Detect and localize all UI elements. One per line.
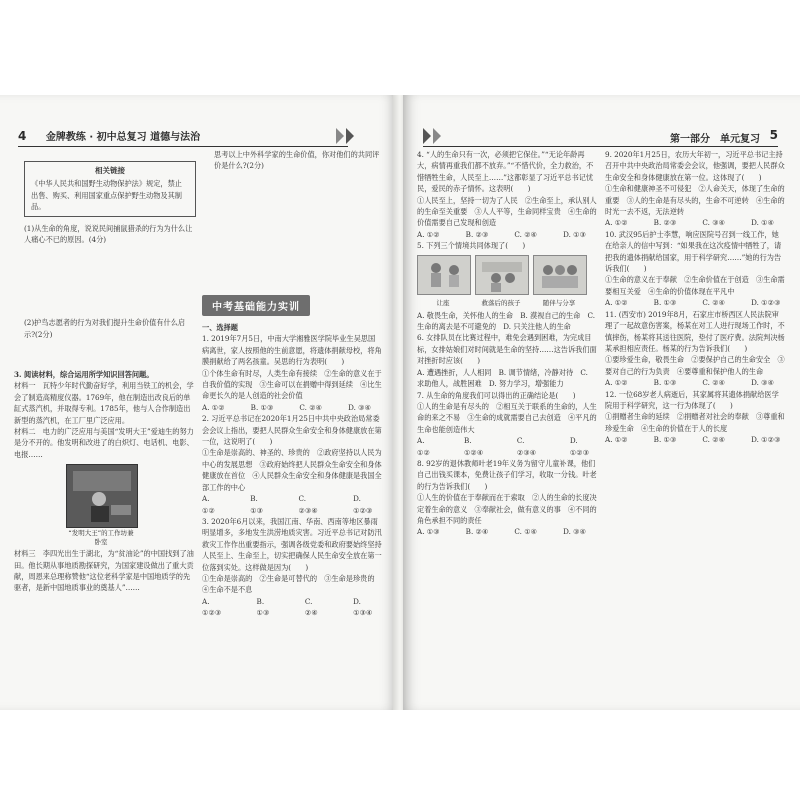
right-right-column (605, 149, 785, 446)
question-3-title: 3. 阅读材料，综合运用所学知识回答问题。 (14, 370, 154, 379)
question-9: 9. 2020年1月25日，农历大年初一，习近平总书记主持召开中共中央政治局常委会会议，他强调，要把人民群众生命安全和身体健康放在第一位。这体现了( ) (605, 150, 785, 182)
question-9-choices (605, 217, 785, 228)
choice: B. ①③ (653, 298, 677, 308)
choice: A. ①② (605, 378, 628, 388)
choice: D. ①③ (563, 229, 587, 239)
choice: A. ①②③ (202, 596, 222, 618)
choice: B. ①③ (250, 494, 264, 515)
right-top-question: 思考以上中外科学家的生命价值，你对他们的共同评价是什么?(2分) (214, 150, 380, 171)
left-page (0, 95, 397, 710)
section-title: 一、选择题 (202, 323, 238, 332)
choice: D. ③④ (348, 402, 372, 412)
question-12-options: ①捐赠者生命的延续 ②捐赠者对社会的奉献 ③尊重和珍爱生命 ④生命的价值在于人的长度 (605, 412, 785, 433)
question-4: 4. “人的生命只有一次，必须把它保住。”“无论年龄再大，病情再重我们都不放弃。”“不惜代价，全力救治，不惜牺牲生命，人民至上……”这都彰显了习近平总书记忧民，爱民的赤子情怀。这表明( ) (417, 150, 594, 194)
question-3b-choices (202, 596, 382, 619)
edison-photo (66, 464, 138, 528)
question-3b-options: ①生命是崇高的 ②生命是可替代的 ③生命是珍贵的 ④生命不是不息 (202, 573, 382, 595)
choice: C. ②④ (702, 378, 726, 388)
choice: B. ①②④ (463, 436, 484, 457)
section-banner-wrap (202, 295, 382, 316)
question-7: 7. 从生命的角度我们可以得出的正确结论是( ) (417, 390, 576, 400)
choice: C. ②④ (299, 402, 323, 412)
question-3b: 3. 2020年6月以来，我国江南、华南、西南等地区暴雨明显增多，多地发生洪涝地质灾害。习近平总书记对防汛救灾工作作出重要指示，强调各级党委和政府要始终坚持人民至上、生命至上，切实把确保人民生命安全放在第一位落到实处。这样做是因为( ) (202, 516, 382, 572)
choice: C. ②③④ (298, 494, 318, 515)
situation-images (417, 255, 597, 307)
choice: B. ①③ (653, 378, 677, 388)
question-10-options: ①生命的意义在于奉献 ②生命价值在于创造 ③生命需要相互关爱 ④生命的价值体现在平凡中 (605, 275, 785, 296)
question-1-choices (202, 402, 382, 413)
question-4-options: ①人民至上，坚持一切为了人民 ②生命至上，承认别人的生命至关重要 ③人人平等，生命同样宝贵 ④生命的价值需要自己发现和创造 (417, 195, 597, 228)
situation-image-3 (533, 255, 585, 307)
choice: C. ②③④ (516, 436, 537, 457)
choice: C. ①④ (514, 527, 538, 537)
choice: D. ①②③ (751, 298, 781, 308)
question-1: 1. 2019年7月5日，中南大学湘雅医学院毕业生吴思国病离世，家人按照他的生前意愿，将遗体捐献母校，将角膜捐献给了两名孩童。吴思的行为表明( ) (202, 334, 382, 367)
illustration (475, 255, 529, 295)
choice: B. ①③ (653, 435, 677, 445)
photo-figure (66, 464, 136, 546)
illustration (533, 255, 587, 295)
q-part-1: (1)从生命的角度，说说民间捕鼠猎杀的行为为什么让人痛心不已的原因。(4分) (24, 223, 193, 245)
situation-image-2 (475, 255, 527, 307)
choice: C. ②④ (514, 229, 538, 239)
question-8: 8. 92岁的退休教师叶老19年义务为留守儿童补课，他们自己出钱买课本，免费让孩子们学习，收取一分钱。叶老的行为告诉我们( ) (417, 458, 597, 491)
page-number: 5 (769, 128, 778, 142)
question-7-choices (417, 435, 597, 458)
chevron-icon (336, 128, 376, 144)
choice: A. ①② (417, 436, 430, 457)
photo-caption: “发明大王”的工作坊兼卧室 (68, 529, 134, 547)
choice: C. ③④ (702, 218, 726, 228)
choice: A. ①② (605, 218, 628, 228)
choice: C. ②④ (304, 596, 318, 618)
choice: A. ①② (417, 229, 440, 239)
box-title: 相关链接 (95, 166, 125, 175)
choice: D. ③④ (751, 378, 775, 388)
page-number: 4 (18, 129, 27, 143)
related-link-box (24, 161, 196, 217)
choice: B. ②④ (465, 527, 489, 537)
left-page-header (18, 128, 348, 147)
choice: B. ①③ (250, 402, 274, 412)
header-title: 金牌教练 · 初中总复习 道德与法治 (45, 132, 201, 143)
question-2-choices (202, 493, 382, 516)
question-11: 11. (西安市) 2019年8月，石家庄市桥西区人民法院审理了一起故意伤害案，杨某在对工人进行现场工作时，不慎摔伤，杨某将其送往医院，垫付了医疗费。法院判决杨某承担相应责任。杨某的行为告诉我们( ) (605, 309, 785, 353)
situation-image-1 (417, 255, 469, 307)
image-caption: 让座 (436, 298, 450, 307)
open-workbook (0, 95, 800, 710)
image-caption: 救落后的孩子 (481, 298, 521, 307)
question-2-options: ①生命是崇高的、神圣的、珍贵的 ②政府坚持以人民为中心的发展思想 ③政府始终把人民群众生命安全和身体健康放在首位 ④人民群众生命安全和身体健康是我国全部工作的中心 (202, 448, 382, 492)
background (0, 0, 800, 95)
question-6-options: A. 遭遇挫折，人人相同 B. 调节情绪，冷静对待 C. 求助他人，战胜困难 D. 努力学习，增强能力 (417, 367, 588, 389)
question-7-options: ①人的生命是有尽头的 ②相互关于联系的生命的，人生命的来之不易 ③生命的成就需要自己去创造 ④平凡的生命也能创造伟大 (417, 401, 597, 434)
choice: D. ①②③ (353, 494, 373, 515)
image-caption: 随伴与分享 (542, 298, 576, 307)
choice: B. ②③ (653, 218, 677, 228)
question-2: 2. 习近平总书记在2020年1月25日中共中央政治局常委会会议上指出，要把人民群众生命安全和身体健康放在第一位，这说明了( ) (202, 414, 382, 447)
box-text: 《中华人民共和国野生动物保护法》规定，禁止出售、购买、利用国家重点保护野生动物及其制品。 (31, 179, 182, 212)
choice: C. ②④ (702, 435, 726, 445)
choice: C. ②④ (702, 298, 726, 308)
choice: B. ②③ (465, 229, 489, 239)
choice: D. ①②③ (569, 436, 590, 457)
right-page-header (423, 128, 778, 147)
question-10: 10. 武汉95后护士李慧，响应医院号召到一线工作，她在给亲人的信中写到：“如果我在这次疫情中牺牲了，请把我的遗体捐献给国家，用于科学研究……”她的行为告诉我们( ) (605, 229, 782, 274)
chevron-icon (423, 128, 463, 144)
question-10-choices (605, 297, 785, 308)
question-4-choices (417, 229, 597, 240)
question-8-options: ①人生的价值在于奉献而在于索取 ②人的生命的长度决定着生命的意义 ③奉献社会，做有意义的事 ④不同的角色承担不同的责任 (417, 493, 597, 525)
material-2: 材料二 电力的广泛应用与美国“发明大王”爱迪生的努力是分不开的。他发明和改进了的白炽灯、电话机、电影、电报…… (14, 427, 194, 459)
right-left-column (417, 149, 597, 538)
section-banner: 中考基础能力实训 (202, 295, 310, 316)
material-1: 材料一 瓦特少年时代勤奋好学，利用当铁工的机会，学会了制造高精度仪器。1769年，他在制造出改良后的单缸式蒸汽机，并取得专利。1785年，他与人合作制造出新型的蒸汽机，在工厂里广泛应用。 (14, 381, 194, 425)
choice: D. ①③④ (353, 596, 373, 618)
question-12-choices (605, 434, 785, 445)
choice: A. ①② (202, 494, 215, 515)
left-column (24, 161, 196, 340)
choice: A. ①③ (417, 527, 440, 537)
choice: B. ①③ (256, 596, 270, 618)
question-11-options: ①要珍爱生命，敬畏生命 ②要保护自己的生命安全 ③要对自己的行为负责 ④要尊重和保护他人的生命 (605, 355, 785, 376)
question-6: 6. 女排队员在比赛过程中，难免会遇到困难，为完成目标，女排姑娘们对时间就是生命的坚持……这告诉我们面对挫折时应该( ) (417, 333, 597, 366)
photo-illustration (67, 465, 137, 527)
question-5: 5. 下列三个情境共同体现了( ) (417, 241, 526, 251)
question-9-options: ①生命和健康神圣不可侵犯 ②人命关天，体现了生命的重要 ③人的生命是有尽头的，生命不可逆转 ④生命的时光一去不返，无法逆转 (605, 184, 785, 217)
choice: A. ①② (605, 298, 628, 308)
question-8-choices (417, 526, 597, 537)
material-section (14, 369, 196, 594)
choice: A. ①② (605, 435, 628, 445)
right-page (403, 95, 800, 710)
choice: D. ①②③ (751, 435, 781, 445)
choice-section (202, 295, 382, 619)
choice: D. ③④ (563, 527, 587, 537)
illustration (417, 255, 471, 295)
question-12: 12. 一位68岁老人病逝后，其家属将其遗体捐献给医学院用于科学研究，这一行为体现了( ) (605, 389, 779, 410)
choice: A. ①② (202, 402, 225, 412)
choice: D. ①④ (751, 218, 775, 228)
question-11-choices (605, 377, 785, 388)
question-5-options: A. 敬畏生命，关怀他人的生命 B. 漠视自己的生命 C. 生命的离去是不可避免的 D. 只关注他人的生命 (417, 310, 596, 332)
q-part-2: (2)护鸟志愿者的行为对我们提升生命价值有什么启示?(2分) (24, 318, 186, 339)
header-title: 第一部分 单元复习 (670, 134, 760, 145)
question-1-options: ①个体生命有时尽，人类生命有接续 ②生命的意义在于自我价值的实现 ③生命可以在捐赠中得到延续 ④比生命更长久的是人创造的社会价值 (202, 368, 382, 401)
material-3: 材料三 李四光出生于湖北，为“贫油论”的中国找到了油田。他长期从事地质勘探研究，为国家建设做出了重大贡献，周恩来总理称赞他“这位老科学家是中国地质学的先驱者，是新中国地质事业的奠基人”…… (14, 549, 194, 593)
